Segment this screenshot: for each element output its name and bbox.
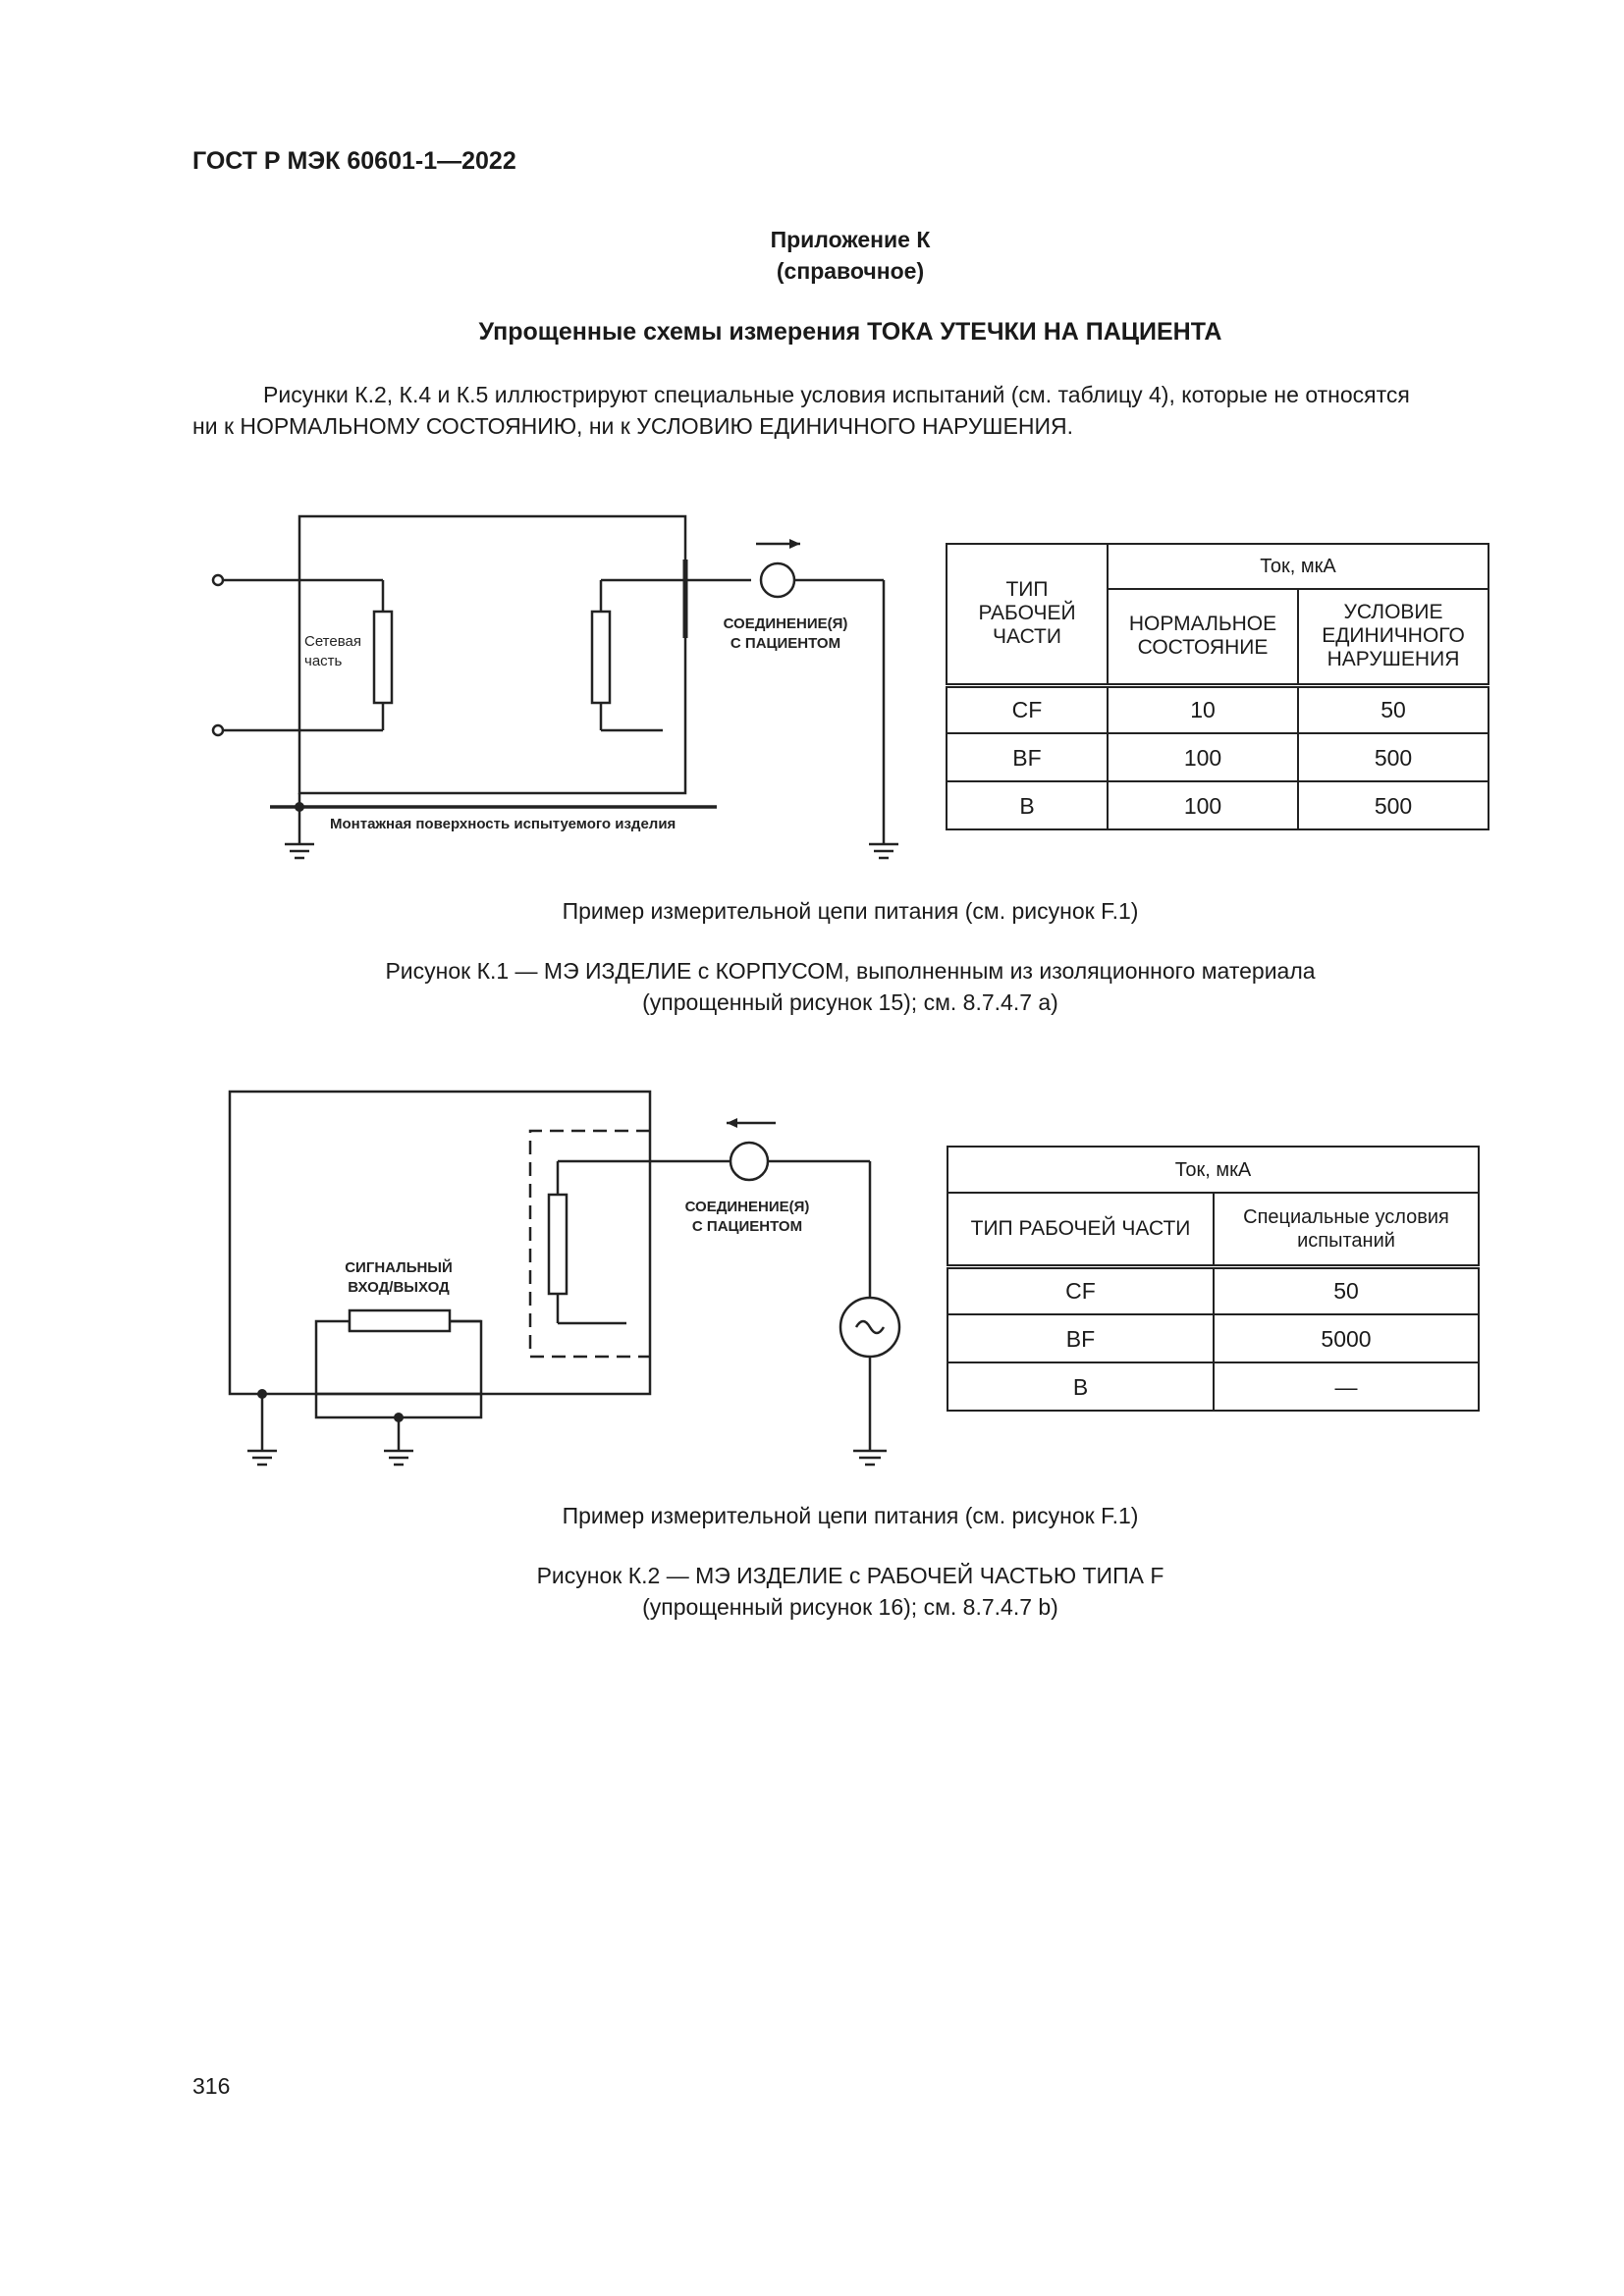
figure-k2-schematic: [216, 1080, 923, 1472]
mains-terminal: [213, 575, 223, 585]
patient-connection-label-1: СОЕДИНЕНИЕ(Я): [723, 615, 848, 632]
table-row: B —: [947, 1362, 1479, 1411]
patient-connection-label-1: СОЕДИНЕНИЕ(Я): [684, 1199, 810, 1215]
current-meter: [731, 1143, 768, 1180]
col-header-current: Ток, мкА: [1108, 544, 1489, 589]
signal-io-label-2: ВХОД/ВЫХОД: [348, 1279, 450, 1296]
ground-junction: [295, 802, 304, 812]
annex-title: Приложение К: [770, 227, 931, 252]
mains-terminal: [213, 725, 223, 735]
intro-line-2: ни к НОРМАЛЬНОМУ СОСТОЯНИЮ, ни к УСЛОВИЮ ЕДИНИЧНОГО НАРУШЕНИЯ.: [192, 413, 1073, 439]
ground-junction: [394, 1413, 404, 1422]
standard-header: ГОСТ Р МЭК 60601-1—2022: [192, 147, 516, 175]
intro-line-1: Рисунки К.2, К.4 и К.5 иллюстрируют специальные условия испытаний (см. таблицу 4), которые не относятся: [263, 382, 1410, 407]
patient-connection-label-2: С ПАЦИЕНТОМ: [730, 635, 841, 652]
applied-part-resistor: [549, 1195, 567, 1294]
col-header-type: ТИП РАБОЧЕЙ ЧАСТИ: [947, 544, 1108, 685]
figure-k1-caption: Рисунок К.1 — МЭ ИЗДЕЛИЕ с КОРПУСОМ, выполненным из изоляционного материала (упрощенный рисунок 15); см. 8.7.4.7 a): [385, 958, 1316, 1015]
figure-k1-supply-note: Пример измерительной цепи питания (см. рисунок F.1): [562, 898, 1139, 924]
table-row: CF 50: [947, 1266, 1479, 1314]
table-row: BF 100 500: [947, 733, 1489, 781]
col-header-type: ТИП РАБОЧЕЙ ЧАСТИ: [947, 1193, 1214, 1266]
enclosure-outline: [230, 1092, 650, 1394]
enclosure-outline: [299, 516, 685, 793]
figure-k2-table: [947, 1146, 1480, 1412]
signal-io-box: [316, 1321, 481, 1417]
current-meter: [761, 563, 794, 597]
section-title: Упрощенные схемы измерения ТОКА УТЕЧКИ НА ПАЦИЕНТА: [478, 318, 1222, 346]
table-row: BF 5000: [947, 1314, 1479, 1362]
ground-junction: [257, 1389, 267, 1399]
figure-k2-caption: Рисунок К.2 — МЭ ИЗДЕЛИЕ с РАБОЧЕЙ ЧАСТЬЮ ТИПА F (упрощенный рисунок 16); см. 8.7.4.7 b): [536, 1563, 1164, 1620]
col-header-single-fault: УСЛОВИЕ ЕДИНИЧНОГО НАРУШЕНИЯ: [1298, 589, 1489, 685]
annex-subtitle: (справочное): [776, 258, 925, 284]
col-header-special-conditions: Специальные условия испытаний: [1214, 1193, 1479, 1266]
mains-part-label-2: часть: [304, 653, 343, 669]
col-header-normal: НОРМАЛЬНОЕ СОСТОЯНИЕ: [1108, 589, 1298, 685]
table-row: B 100 500: [947, 781, 1489, 829]
signal-io-resistor: [350, 1310, 450, 1331]
page-number: 316: [192, 2073, 231, 2099]
mounting-surface-label: Монтажная поверхность испытуемого изделия: [330, 816, 677, 832]
annex-heading: [192, 224, 1508, 287]
patient-connection-label-2: С ПАЦИЕНТОМ: [691, 1218, 803, 1235]
mains-part-label-1: Сетевая: [304, 633, 361, 650]
table-row: CF 10 50: [947, 685, 1489, 733]
figure-k1-schematic: [196, 501, 923, 874]
figure-k1-table: [946, 543, 1489, 830]
figure-k2-supply-note: Пример измерительной цепи питания (см. рисунок F.1): [562, 1503, 1139, 1528]
intro-paragraph: [192, 379, 1512, 442]
applied-part-resistor: [592, 612, 610, 703]
mains-resistor: [374, 612, 392, 703]
signal-io-label-1: СИГНАЛЬНЫЙ: [345, 1259, 453, 1276]
col-header-current: Ток, мкА: [947, 1147, 1479, 1193]
